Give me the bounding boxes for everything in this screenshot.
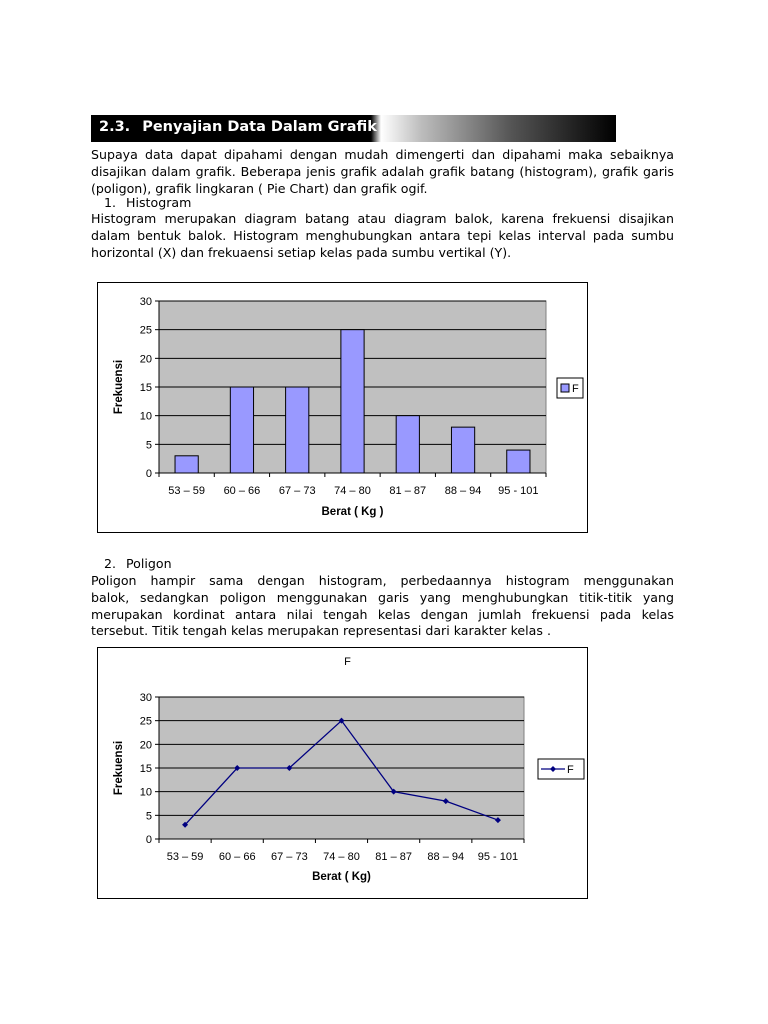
x-tick-label: 88 – 94 [444,485,482,497]
y-tick-label: 0 [145,834,152,846]
y-axis-label: Frekuensi [113,740,125,796]
y-tick-label: 15 [139,382,152,394]
histogram-chart-svg [98,283,587,532]
y-tick-label: 20 [139,353,152,366]
poligon-line: Poligon hampir sama dengan histogram, perbedaannya histogram menggunakan [91,573,674,588]
poligon-paragraph [91,573,674,640]
list-number: 2. [104,556,117,571]
bar [286,387,309,473]
x-tick-label: 67 – 73 [271,851,308,863]
intro-paragraph [91,147,674,197]
bar [175,456,198,473]
intro-line: Supaya data dapat dipahami dengan mudah dimengerti dan dipahami maka sebaiknya [91,147,674,162]
intro-line: disajikan dalam grafik. Beberapa jenis grafik adalah grafik batang (histogram), grafik garis [91,163,674,179]
section-heading-bar [91,115,616,142]
y-tick-label: 0 [145,468,152,480]
polygon-chart-svg [98,648,587,898]
histogram-line: dalam bentuk balok. Histogram menghubungkan antara tepi kelas interval pada sumbu [91,227,674,243]
x-tick-label: 53 – 59 [168,485,205,497]
x-tick-label: 81 – 87 [389,485,427,497]
list-item-histogram [104,195,191,210]
bar [341,330,364,473]
x-tick-label: 74 – 80 [323,851,360,863]
y-tick-label: 30 [139,692,152,704]
section-number: 2.3. [99,119,131,135]
x-tick-label: 81 – 87 [375,851,412,863]
x-tick-label: 88 – 94 [427,851,465,863]
y-tick-label: 30 [139,296,152,308]
bar [396,416,419,473]
y-tick-label: 5 [145,439,152,452]
y-axis-label: Frekuensi [113,359,125,415]
x-tick-label: 67 – 73 [278,485,316,497]
x-tick-label: 74 – 80 [334,485,371,497]
list-item-poligon [104,556,172,571]
list-title: Histogram [126,195,192,210]
y-tick-label: 10 [139,410,152,423]
histogram-paragraph [91,211,674,261]
y-tick-label: 5 [145,810,152,823]
polygon-chart [97,647,588,899]
x-tick-label: 60 – 66 [218,851,256,863]
bar [451,427,474,473]
histogram-chart [97,282,588,533]
poligon-line: tersebut. Titik tengah kelas merupakan representasi dari karakter kelas . [91,623,551,639]
histogram-line: Histogram merupakan diagram batang atau diagram balok, karena frekuensi disajikan [91,211,674,226]
x-axis-label: Berat ( Kg ) [321,506,384,518]
legend-label: F [567,764,574,776]
y-tick-label: 20 [139,739,152,752]
bar [507,450,530,473]
x-tick-label: 95 - 101 [477,851,519,863]
x-tick-label: 95 - 101 [498,485,539,497]
section-title: Penyajian Data Dalam Grafik [142,119,377,135]
y-tick-label: 25 [139,324,152,337]
legend-swatch [561,384,569,392]
poligon-line: merupakan kordinat antara nilai tengah kelas dengan jumlah frekuensi pada kelas [91,606,674,622]
x-tick-label: 53 – 59 [166,851,204,863]
histogram-line: horizontal (X) dan frekuaensi setiap kelas pada sumbu vertikal (Y). [91,244,512,260]
y-tick-label: 25 [139,715,152,728]
poligon-line: balok, sedangkan poligon menggunakan garis yang menghubungkan titik-titik yang [91,589,674,605]
y-tick-label: 15 [139,763,152,775]
chart-title: F [344,656,351,668]
x-axis-label: Berat ( Kg) [312,871,371,883]
x-tick-label: 60 – 66 [223,485,261,497]
bar [230,387,253,473]
list-title: Poligon [126,556,172,571]
intro-line: (poligon), grafik lingkaran ( Pie Chart) dan grafik ogif. [91,180,428,196]
y-tick-label: 10 [139,786,152,799]
list-number: 1. [104,195,117,210]
section-heading [99,119,377,135]
legend-label: F [572,383,579,395]
